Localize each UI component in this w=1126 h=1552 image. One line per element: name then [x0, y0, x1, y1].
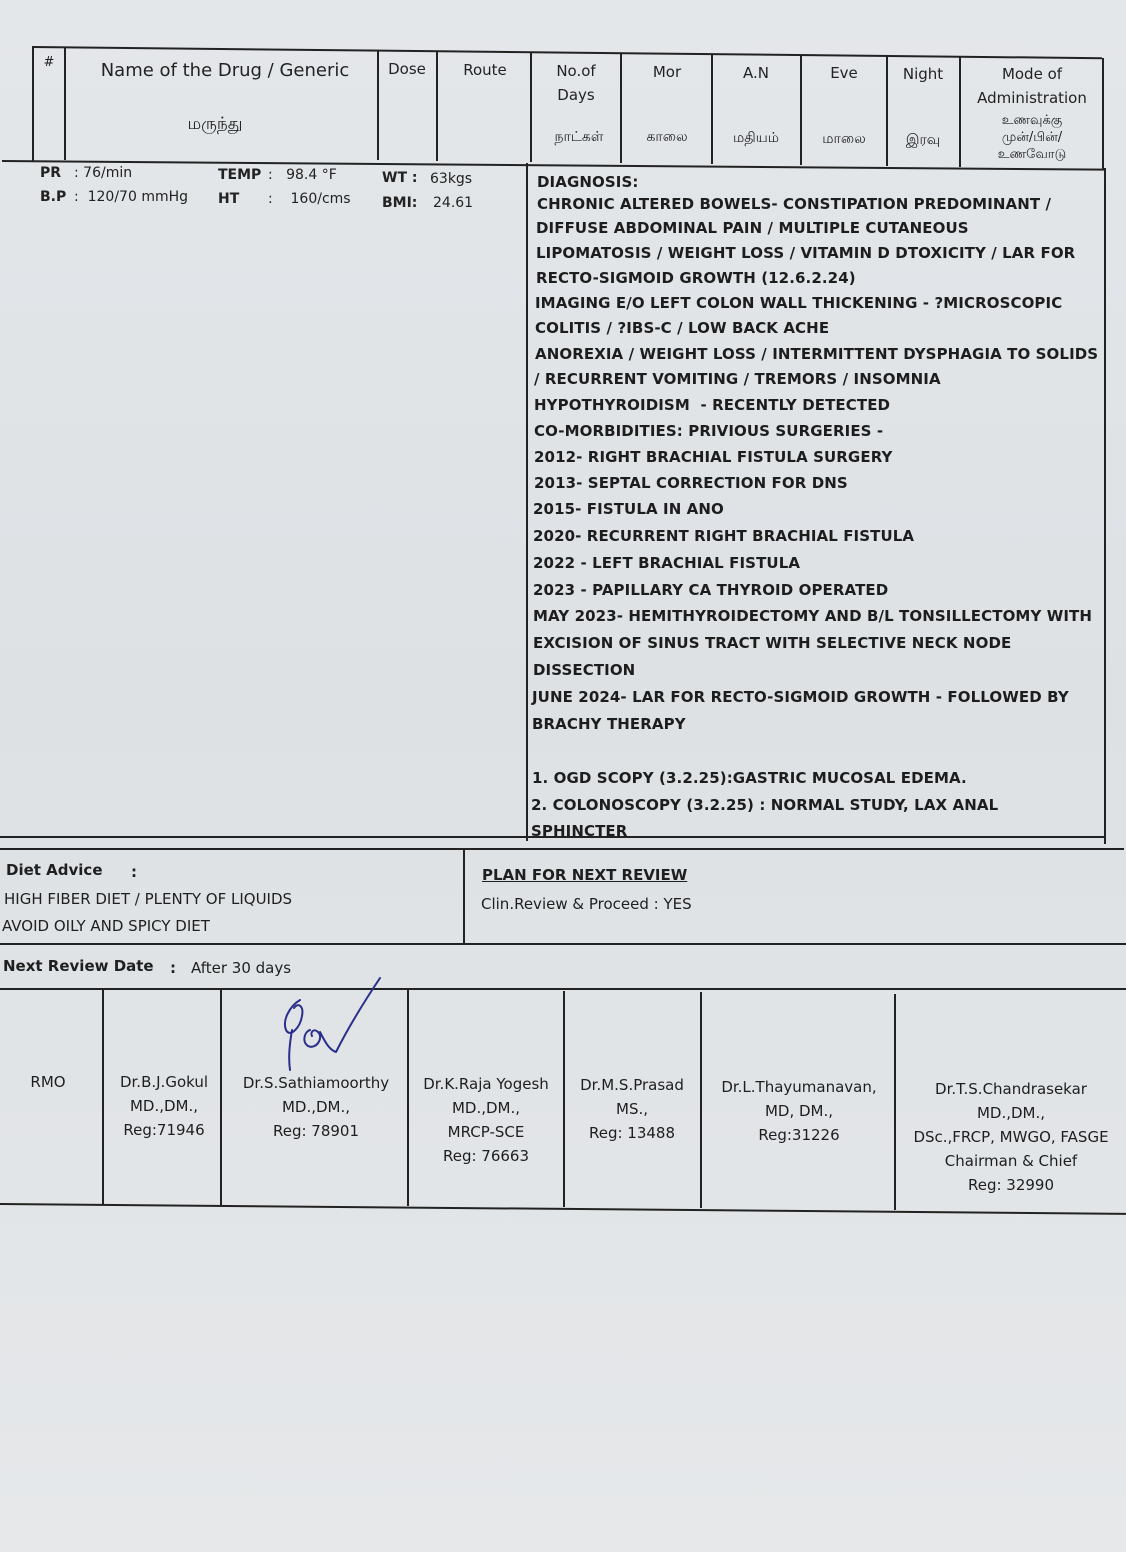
- diagnosis-line: COLITIS / ?IBS-C / LOW BACK ACHE: [535, 319, 830, 337]
- doctor-name: Dr.K.Raja Yogesh: [423, 1075, 549, 1093]
- drug-name-tamil: மருந்து: [187, 114, 243, 134]
- diagnosis-line: RECTO-SIGMOID GROWTH (12.6.2.24): [536, 269, 856, 287]
- doctor-raja-yogesh: [409, 1072, 563, 1168]
- doctor-degree: MRCP-SCE: [447, 1123, 525, 1141]
- doctor-thayumanavan: [702, 1075, 896, 1147]
- diet-line: HIGH FIBER DIET / PLENTY OF LIQUIDS: [4, 890, 293, 908]
- diet-line: AVOID OILY AND SPICY DIET: [2, 917, 210, 935]
- temp-value: : 98.4 °F: [268, 167, 337, 183]
- col-divider: [1102, 58, 1104, 170]
- night-header: Night: [902, 65, 944, 83]
- col-divider: [711, 54, 713, 164]
- evening-header: Eve: [830, 64, 858, 82]
- afternoon-tamil: மதியம்: [732, 130, 779, 146]
- doctor-name: Dr.M.S.Prasad: [580, 1076, 684, 1094]
- days-header: No.of: [556, 62, 596, 80]
- doctor-degree: MD.,DM.,: [451, 1099, 521, 1117]
- handwritten-signature: [270, 972, 390, 1080]
- diet-advice-label: Diet Advice: [6, 861, 103, 879]
- diet-advice-colon: :: [131, 863, 137, 881]
- col-divider: [886, 56, 888, 166]
- col-divider: [436, 51, 438, 161]
- days-header-line2: Days: [557, 86, 595, 104]
- diagnosis-line: DISSECTION: [533, 661, 636, 679]
- diet-top-border: [0, 848, 1124, 850]
- doctor-chandrasekar: [898, 1077, 1124, 1197]
- doctor-sathiamoorthy: [222, 1071, 410, 1143]
- doctor-name: Dr.B.J.Gokul: [119, 1073, 209, 1091]
- pr-value: : 76/min: [74, 165, 133, 181]
- next-review-value: After 30 days: [191, 959, 292, 977]
- ht-label: HT: [218, 191, 240, 207]
- dose-header: Dose: [388, 60, 426, 78]
- col-divider: [32, 46, 34, 162]
- doctor-col-divider: [102, 988, 104, 1204]
- bp-value: : 120/70 mmHg: [74, 189, 189, 205]
- doctor-name: Dr.T.S.Chandrasekar: [935, 1080, 1087, 1098]
- diagnosis-line: HYPOTHYROIDISM - RECENTLY DETECTED: [534, 396, 891, 414]
- col-divider: [800, 55, 802, 165]
- doctor-degree: DSc.,FRCP, MWGO, FASGE: [913, 1128, 1109, 1146]
- evening-tamil: மாலை: [822, 131, 866, 147]
- doctors-top-border: [0, 988, 1126, 990]
- bmi-value: 24.61: [433, 195, 474, 211]
- doctor-name: Dr.S.Sathiamoorthy: [242, 1074, 390, 1092]
- next-review-colon: :: [170, 959, 176, 977]
- doctor-name: Dr.L.Thayumanavan,: [721, 1078, 877, 1096]
- diagnosis-line: 2013- SEPTAL CORRECTION FOR DNS: [534, 474, 848, 492]
- plan-title: PLAN FOR NEXT REVIEW: [482, 866, 688, 884]
- bmi-label: BMI:: [382, 195, 418, 211]
- rmo-label: RMO: [30, 1073, 66, 1091]
- diagnosis-line: / RECURRENT VOMITING / TREMORS / INSOMNIA: [534, 370, 941, 388]
- diagnosis-line: 2015- FISTULA IN ANO: [533, 500, 724, 518]
- afternoon-header: A.N: [743, 64, 769, 82]
- temp-label: TEMP: [218, 167, 262, 183]
- wt-value: 63kgs: [430, 171, 473, 187]
- days-tamil: நாட்கள்: [554, 129, 604, 145]
- header-top-border: [32, 46, 1102, 59]
- diagnosis-line: CO-MORBIDITIES: PRIVIOUS SURGERIES -: [534, 422, 884, 440]
- mode-tamil-2: முன்/பின்/: [1001, 130, 1063, 145]
- diagnosis-line: 2020- RECURRENT RIGHT BRACHIAL FISTULA: [533, 527, 915, 545]
- morning-header: Mor: [652, 63, 682, 81]
- doctor-reg: Reg: 76663: [442, 1147, 530, 1165]
- mode-tamil-3: உணவோடு: [997, 147, 1067, 162]
- diagnosis-line: DIFFUSE ABDOMINAL PAIN / MULTIPLE CUTANEOUS: [536, 219, 969, 237]
- vitals-diagnosis-divider: [526, 163, 528, 841]
- drug-name-header: Name of the Drug / Generic: [100, 60, 350, 81]
- plan-line: Clin.Review & Proceed : YES: [481, 895, 692, 913]
- doctor-degree: MS.,: [616, 1100, 648, 1118]
- pr-label: PR: [40, 165, 62, 181]
- route-header: Route: [463, 61, 507, 79]
- diagnosis-line: 2023 - PAPILLARY CA THYROID OPERATED: [533, 581, 889, 599]
- mode-tamil-1: உணவுக்கு: [1001, 113, 1063, 128]
- doctor-gokul: [105, 1070, 223, 1142]
- diagnosis-line: IMAGING E/O LEFT COLON WALL THICKENING - ?MICROSCOPIC: [535, 294, 1063, 312]
- diagnosis-line: JUNE 2024- LAR FOR RECTO-SIGMOID GROWTH - FOLLOWED BY: [532, 688, 1069, 706]
- doctor-prasad: [565, 1073, 699, 1145]
- diagnosis-heading: DIAGNOSIS:: [537, 173, 639, 191]
- investigation-line: 2. COLONOSCOPY (3.2.25) : NORMAL STUDY, LAX ANAL: [531, 796, 999, 814]
- next-review-label: Next Review Date: [3, 957, 154, 975]
- morning-tamil: காலை: [646, 129, 688, 145]
- diagnosis-line: BRACHY THERAPY: [532, 715, 686, 733]
- ht-value: : 160/cms: [268, 191, 351, 207]
- diagnosis-line: MAY 2023- HEMITHYROIDECTOMY AND B/L TONSILLECTOMY WITH: [533, 607, 1093, 625]
- doctor-reg: Reg:31226: [758, 1126, 840, 1144]
- doctor-title: Chairman & Chief: [944, 1152, 1078, 1170]
- col-divider: [64, 48, 66, 160]
- doctor-degree: MD.,DM.,: [129, 1097, 199, 1115]
- col-divider: [959, 57, 961, 167]
- diagnosis-line: LIPOMATOSIS / WEIGHT LOSS / VITAMIN D DTOXICITY / LAR FOR: [536, 244, 1076, 262]
- doctor-reg: Reg:71946: [123, 1121, 205, 1139]
- night-tamil: இரவு: [905, 132, 941, 148]
- wt-label: WT :: [382, 170, 418, 186]
- diagnosis-line: EXCISION OF SINUS TRACT WITH SELECTIVE NECK NODE: [533, 634, 1012, 652]
- doctor-degree: MD.,DM.,: [976, 1104, 1046, 1122]
- diagnosis-line: 2022 - LEFT BRACHIAL FISTULA: [533, 554, 801, 572]
- diet-plan-divider: [463, 850, 465, 944]
- doctor-reg: Reg: 13488: [588, 1124, 676, 1142]
- right-border: [1104, 168, 1106, 844]
- diet-bottom-border: [0, 943, 1126, 945]
- doctor-degree: MD.,DM.,: [281, 1098, 351, 1116]
- diagnosis-line: 2012- RIGHT BRACHIAL FISTULA SURGERY: [534, 448, 893, 466]
- investigation-line: SPHINCTER: [531, 822, 628, 840]
- doctor-reg: Reg: 78901: [272, 1122, 360, 1140]
- bp-label: B.P: [40, 189, 67, 205]
- doctor-reg: Reg: 32990: [967, 1176, 1055, 1194]
- col-divider: [530, 52, 532, 162]
- investigation-line: 1. OGD SCOPY (3.2.25):GASTRIC MUCOSAL EDEMA.: [532, 769, 967, 787]
- diagnosis-line: CHRONIC ALTERED BOWELS- CONSTIPATION PREDOMINANT /: [537, 195, 1052, 213]
- doctor-degree: MD, DM.,: [764, 1102, 834, 1120]
- diagnosis-line: ANOREXIA / WEIGHT LOSS / INTERMITTENT DYSPHAGIA TO SOLIDS: [535, 345, 1099, 363]
- mode-header-line2: Administration: [977, 89, 1087, 107]
- mode-header: Mode of: [1001, 65, 1063, 83]
- hash-header: #: [43, 55, 55, 70]
